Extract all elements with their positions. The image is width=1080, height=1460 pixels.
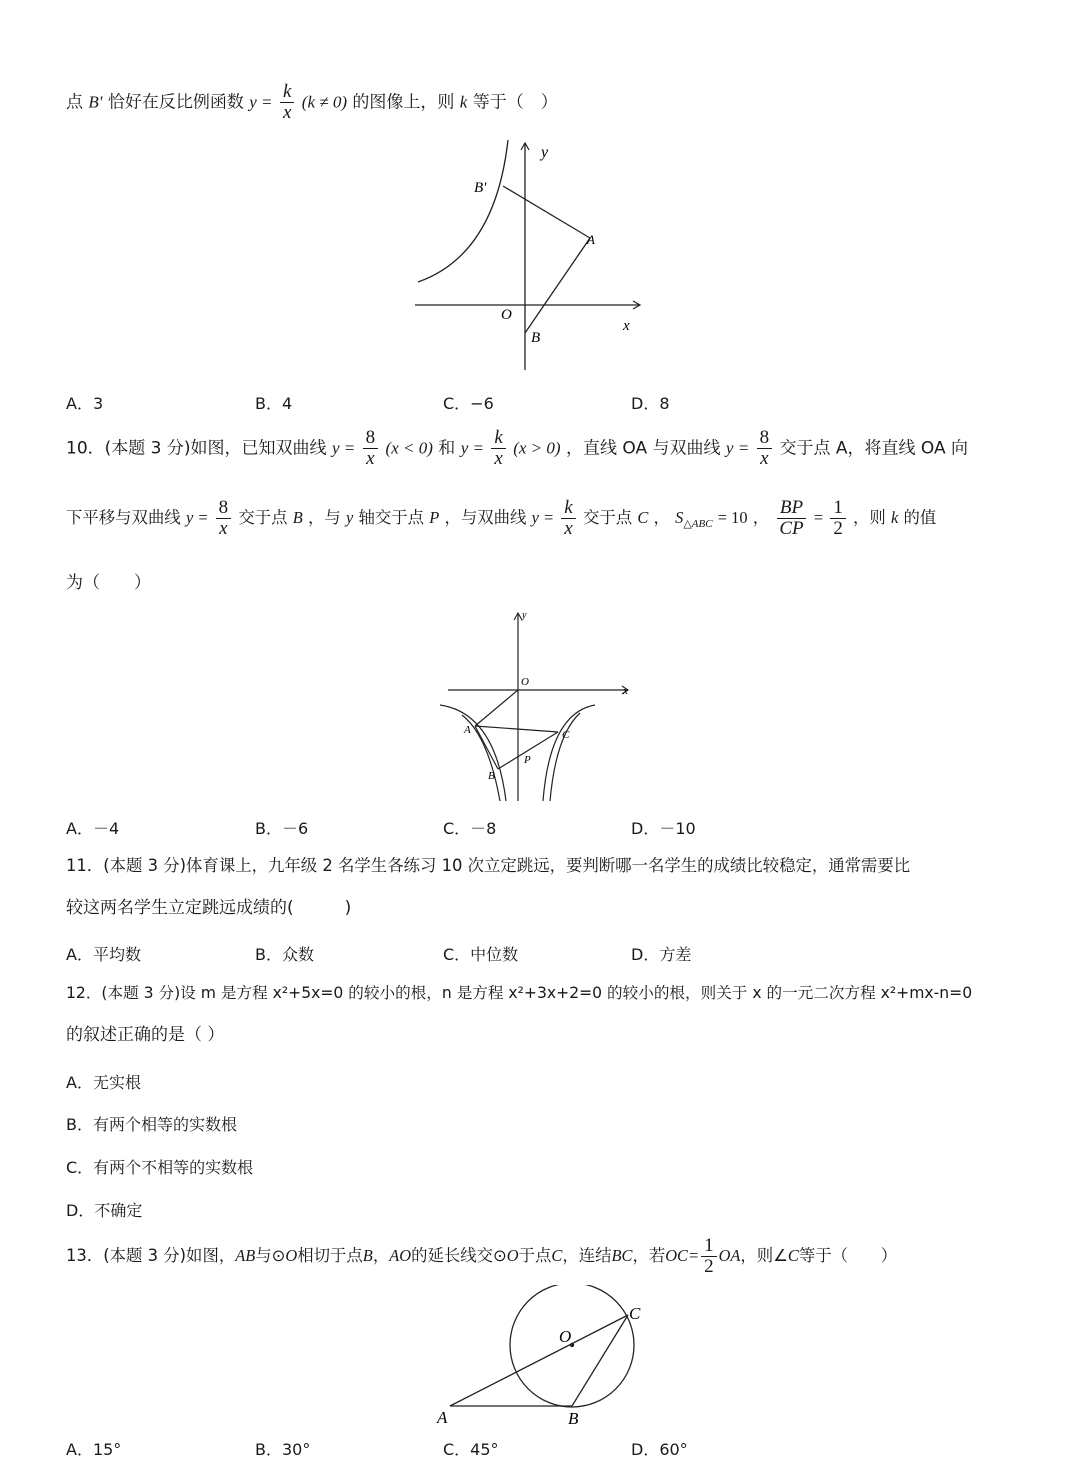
q9-text: 恰好在反比例函数 [107,92,244,113]
q9-text: 点 [66,92,83,113]
q9-option-a[interactable]: A．3 [66,394,104,413]
label-a: A [437,1408,448,1427]
label-o: O [559,1327,572,1346]
hyperbola-right-1 [543,705,595,801]
q9-text: 等于（ ） [472,92,558,113]
label-a: A [464,724,471,736]
q10-option-d[interactable]: D．－10 [631,819,696,838]
label-o: O [521,676,529,688]
q10-line-2: 下平移与双曲线 y = $\frac{8}{x}$ 交于点 B ，与 y 轴交于点 P ，与双曲线 y = $\frac{k}{x}$ 交于点 C ， $S_{\triangle ABC} = 10$ ， $\frac{BP}{CP}$ = $\frac{1}{2}$ ，则 k 的值 [66,497,937,539]
label-y: y [541,144,549,161]
q9-text: 的图像上，则 [352,92,455,113]
q12-option-d[interactable]: D．不确定 [66,1201,143,1220]
hyperbola-left-1 [440,705,506,801]
hyperbola-right-2 [550,713,580,801]
label-y: y [522,610,527,621]
q10-frac-2: $\frac{k}{x}$ [491,428,505,469]
q13-frac-half: $\frac{1}{2}$ [701,1236,717,1277]
label-x: x [623,318,630,334]
segment-b-prime-a [503,186,590,238]
q11-option-d[interactable]: D．方差 [631,945,692,964]
q9-stem [66,82,558,123]
q10-frac-half: $\frac{1}{2}$ [830,498,846,539]
segment-a-b [525,238,590,333]
segment-a-c [475,726,558,732]
q11-option-b[interactable]: B．众数 [255,945,314,964]
q12-line-2: 的叙述正确的是（ ） [66,1025,225,1045]
segment-a-c [450,1315,628,1406]
q10-frac-1: $\frac{8}{x}$ [363,428,379,469]
label-p: P [524,754,531,766]
q10-frac-4: $\frac{8}{x}$ [216,498,232,539]
figure-2 [430,605,650,810]
label-b: B [568,1409,579,1428]
figure-3 [425,1285,660,1430]
q9-option-b[interactable]: B．4 [255,394,293,413]
q12-option-b[interactable]: B．有两个相等的实数根 [66,1115,237,1134]
label-x: x [623,685,628,697]
q9-condition: (k ≠ 0) [301,92,347,112]
q13-option-c[interactable]: C．45° [443,1440,499,1459]
label-b: B [488,770,495,782]
q11-option-a[interactable]: A．平均数 [66,945,141,964]
q12-line-1: 12．(本题 3 分)设 m 是方程 x²+5x=0 的较小的根，n 是方程 x²+3x+2=0 的较小的根，则关于 x 的一元二次方程 x²+mx-n=0 [66,984,973,1002]
q11-line-1: 11．(本题 3 分)体育课上，九年级 2 名学生各练习 10 次立定跳远，要判断哪一名学生的成绩比较稳定，通常需要比 [66,856,911,875]
label-c: C [629,1304,641,1323]
q13-option-b[interactable]: B．30° [255,1440,311,1459]
q10-option-c[interactable]: C．－8 [443,819,497,838]
segment-o-a [475,690,518,726]
label-o: O [501,307,512,323]
q9-option-d[interactable]: D．8 [631,394,670,413]
q11-line-2: 较这两名学生立定跳远成绩的( ) [66,898,352,918]
q10-line-1: 10．(本题 3 分)如图，已知双曲线 y = $\frac{8}{x}$ (x < 0) 和 y = $\frac{k}{x}$ (x > 0) ，直线 OA 与双曲线 y = $\frac{8}{x}$ 交于点 A，将直线 OA 向 [66,427,969,469]
hyperbola-curve [418,140,508,282]
q12-option-a[interactable]: A．无实根 [66,1073,141,1092]
q13-option-d[interactable]: D．60° [631,1440,688,1459]
q10-frac-3: $\frac{8}{x}$ [757,428,773,469]
q10-line-3: 为（ ） [66,573,151,593]
q10-frac-ratio: $\frac{BP}{CP}$ [776,498,806,539]
q9-fraction: $\frac{k}{x}$ [280,82,294,123]
q9-y-eq: y = [249,92,273,112]
label-a: A [587,232,595,247]
label-b: B [531,330,541,346]
q10-option-b[interactable]: B．－6 [255,819,309,838]
q13-stem: 13．(本题 3 分)如图，AB与⊙O相切于点B，AO的延长线交⊙O于点C，连结BC，若OC= $\frac{1}{2}$ OA，则∠C等于（ ） [66,1235,898,1277]
label-b-prime: B' [474,180,487,196]
q13-option-a[interactable]: A．15° [66,1440,122,1459]
q12-option-c[interactable]: C．有两个不相等的实数根 [66,1158,254,1177]
q9-point-b-prime: B' [88,92,103,112]
q9-option-c[interactable]: C．−6 [443,394,494,413]
q11-option-c[interactable]: C．中位数 [443,945,519,964]
q10-option-a[interactable]: A．－4 [66,819,120,838]
q9-k: k [459,92,468,112]
q10-frac-5: $\frac{k}{x}$ [561,498,575,539]
figure-1 [400,135,660,375]
label-c: C [562,729,570,741]
segment-a-b [475,726,498,769]
